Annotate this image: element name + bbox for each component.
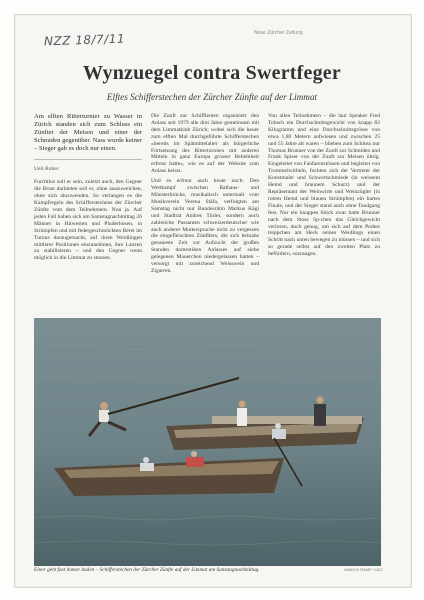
article-column-1 bbox=[34, 113, 142, 265]
photo-credit: ANNICK RAMP / NZZ bbox=[344, 567, 383, 572]
article-photo bbox=[34, 318, 381, 566]
handwritten-date-note: NZZ 18/7/11 bbox=[43, 31, 126, 49]
article-author: Ueli Ruber bbox=[34, 166, 59, 173]
column-paragraph: Und es erfreut auch heute noch: Den Wettkampf zwischen Rathaus- und Münsterbrücke, musikalisch untermalt vom Musikverein Verena Stäfa, verfolgten am Samstag nicht nur Bundesrätin Markus Kägi und Stadtrat Andres Türler, sondern auch zahlreiche Passanten schweizerdeutscher wie auch anderer Muttersprache nicht zu vergessen die eingefleischten Zünftlers, die sich beinahe genaueste Zeit vor Aufzucht der großen Standen domestiken Anlasses auf siebe gelegenen Mauerchen niedergelassen hatten – versorgt mit zureichend Weisswein und Zigarren. bbox=[151, 178, 259, 274]
article-subtitle: Elftes Schifferstechen der Zürcher Zünfte auf der Limmat bbox=[106, 92, 318, 102]
article-column-3 bbox=[268, 113, 380, 261]
column-paragraph: Die Zunft zur Schiffleuten organisiert den Anlass seit 1979 alle drei Jahre gemeinsam mit dem Limmatklub Zürich; wobei sich die heuer zum elften Mal durchgeführte Schifferstechen «bereits im Spätmittelalter als bürgerliche Fortsetzung des Ritterturniers mit anderen Mitteln in ganz Europa grosser Beliebtheit erfreut hatte», wie es auf der Website zum Anlass heisst. bbox=[151, 113, 259, 175]
article-lead: Am elften Ritterturnier zu Wasser in Zürich standen sich zum Schluss ein Zünfter der Meisen und einer der Schmiden gegenüber. Nass wurde keiner – Sieger gab es doch nur einen. bbox=[34, 113, 142, 153]
jousting-photo bbox=[34, 318, 381, 566]
column-paragraph: Furchtlos soll er sein, zuletzt auch, den Gegner die Brust darbieten soll er, ohne auszuweichen, ohne sich abzuwenden. So verlangen es die Kampfregeln des Schifferstechens der Zürcher Zünfte vom dem Teilnehmern. Nun ja. Auf jeden Fall haben sich am Samstagnachmittag 26 Männer in Hitwesten und Pluderhosen, in Strümpfen und mit federgeschmückten Béret im Turnus daraugemacht, auf ihren Weidlingen mittlerer Positionen einzunehmen, ihre Lanzen zu stabilisieren – und den Gegner wenn möglich in die Limmat zu stossen. bbox=[34, 179, 142, 262]
column-divider bbox=[34, 159, 142, 160]
article-column-2 bbox=[151, 113, 259, 278]
column-paragraph: Von allen Teilnehmern – die laut Speaker Fred Tobsch ein Durchschnittsgewicht von knapp 82 Kilogramm und eine Durchschnittsgrösse von etwa 1,80 Metern aufwiesen und zwischen 25 und 55 Jahre alt waren – blieben zum Schluss nur Thomas Brunner von der Zunft zur Schmiden und Frank Spiser von der Zunft zur Meisen übrig. Eingeleitet von Fanfarenstössen und begleitet von Trommelwirbeln, fochten sich der Vertreter der Kunstmaler und Schwertschmiede (in weissem Hemd und braunem Schurz) und der Repräsentant der Weinwirte und Weinzügler (in rotem Hemd und blauen Strümpfen) ein hartes Finale, und der Sieger stand auch ohne Taudgang fest. Nur ein knappes Stück zwar hatte Brunner nach dem Stoss Sp-chen das Gleichgewicht verloren, doch genug, um sich auf dem Podest treppchen am Heck seines Weidlings einen Schritt nach unten bewegen zu müssen – und sich so gerade selbst auf den zweiten Platz zu befördern, sozusagen. bbox=[268, 113, 381, 258]
article-headline: Wynzuegel contra Swertfeger bbox=[83, 62, 341, 84]
photo-caption: Einer geht fast immer baden – Schifferstechen der Zürcher Zünfte auf der Limmat am Samstagnachmittag. bbox=[34, 567, 260, 573]
publication-stamp: Neue Zürcher Zeitung bbox=[254, 30, 303, 36]
